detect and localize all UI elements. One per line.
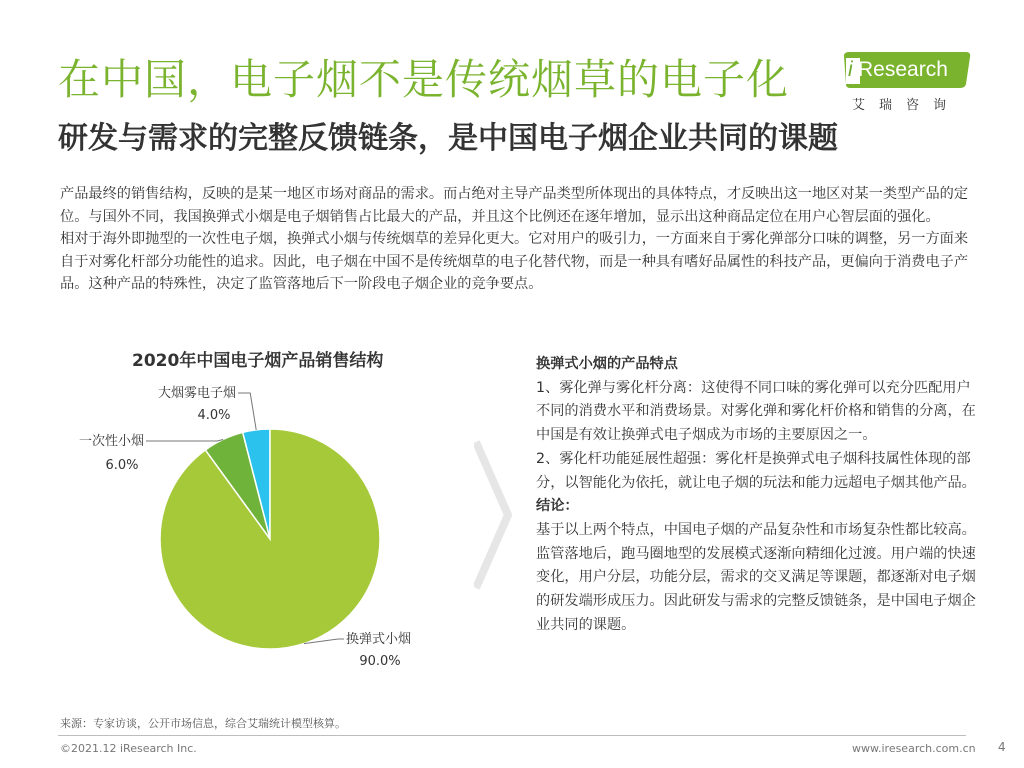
page-title: 在中国，电子烟不是传统烟草的电子化 (58, 55, 790, 104)
page-number: 4 (998, 740, 1006, 754)
slice-label: 大烟雾电子烟 (157, 386, 236, 401)
logo-wordmark: Research (858, 58, 948, 81)
slice-label: 一次性小烟 (78, 434, 144, 449)
iresearch-logo (840, 50, 980, 120)
intro-paragraph-2: 相对于海外即抛型的一次性电子烟，换弹式小烟与传统烟草的差异化更大。它对用户的吸引力，一方面来自于雾化弹部分口味的调整，另一方面来自于对雾化杆部分功能性的追求。因此，电子烟在中国不是传统烟草的电子化替代物，而是一种具有嗜好品属性的科技产品，更偏向于消费电子产品。这种产品的特殊性，决定了监管落地后下一阶段电子烟企业的竞争要点。 (60, 231, 969, 293)
website-url: www.iresearch.com.cn (852, 742, 976, 755)
conclusion-text: 基于以上两个特点，中国电子烟的产品复杂性和市场复杂性都比较高。监管落地后，跑马圈地型的发展模式逐渐向精细化过渡。用户端的快速变化，用户分层，功能分层，需求的交叉满足等课题，都逐渐对电子烟的研发端形成压力。因此研发与需求的完整反馈链条，是中国电子烟企业共同的课题。 (536, 521, 976, 633)
copyright: ©2021.12 iResearch Inc. (60, 742, 197, 755)
pie-chart (60, 375, 500, 715)
pie-slice (160, 429, 380, 649)
feature-point-2: 2、雾化杆功能延展性超强：雾化杆是换弹式电子烟科技属性体现的部分，以智能化为依托，就让电子烟的玩法和能力远超电子烟其他产品。 (536, 450, 976, 491)
chevron-right-icon (474, 440, 514, 590)
footer-divider (58, 735, 966, 736)
chart-title: 2020年中国电子烟产品销售结构 (132, 351, 384, 371)
page-subtitle: 研发与需求的完整反馈链条，是中国电子烟企业共同的课题 (58, 121, 838, 156)
feature-heading: 换弹式小烟的产品特点 (536, 356, 678, 372)
slice-label: 换弹式小烟 (346, 632, 412, 647)
intro-text (60, 183, 980, 296)
feature-point-1: 1、雾化弹与雾化杆分离：这使得不同口味的雾化弹可以充分匹配用户不同的消费水平和消费场景。对雾化弹和雾化杆价格和销售的分离，在中国是有效让换弹式电子烟成为市场的主要原因之一。 (536, 379, 976, 444)
source-note: 来源：专家访谈，公开市场信息，综合艾瑞统计模型核算。 (60, 717, 346, 730)
slice-value-label: 90.0% (359, 654, 401, 669)
logo-i: i (848, 58, 853, 81)
conclusion-heading: 结论： (536, 498, 579, 515)
logo-chinese: 艾瑞咨询 (852, 98, 961, 113)
slice-value-label: 4.0% (197, 408, 231, 423)
slice-value-label: 6.0% (105, 458, 139, 473)
feature-panel (536, 353, 976, 637)
leader-line (146, 439, 223, 441)
intro-paragraph-1: 产品最终的销售结构，反映的是某一地区市场对商品的需求。而占绝对主导产品类型所体现出的具体特点，才反映出这一地区对某一类型产品的定位。与国外不同，我国换弹式小烟是电子烟销售占比最大的产品，并且这个比例还在逐年增加，显示出这种商品定位在用户心智层面的强化。 (60, 186, 969, 225)
leader-line (238, 393, 256, 430)
